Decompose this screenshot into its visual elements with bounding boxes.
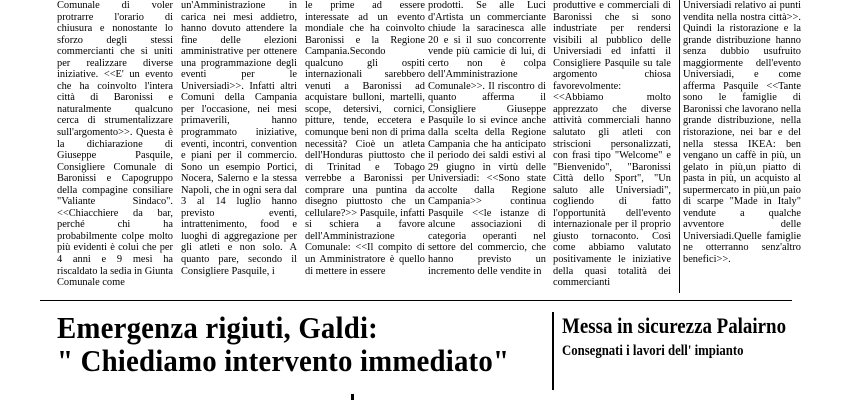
column-text: Comunale di voler protrarre l'orario di chiusura e nonostante lo sforzo degli stessi commercianti che si uniti per realizzare diverse iniziative. <<E' un evento che ha coinvolto l'intera città di Baronissi e naturalmente qualcuno cerca di strumentalizzare sull'argomento>>. Questa è la dichiarazione di Giuseppe Pasquile, Consigliere Comunale di Baronissi e Capogruppo della compagine consiliare "Valiante Sindaco". <<Chiacchiere da bar, perché chi ha probabilmente colpe molto più evidenti è colui che per 4 anni e 9 mesi ha riscaldato la sedia in Giunta Comunale come xyxy=(57,0,173,289)
article-column-2 xyxy=(181,0,297,293)
article-column-1 xyxy=(57,0,173,293)
section-divider xyxy=(40,300,792,301)
article-column-3 xyxy=(305,0,425,293)
headline-palairno xyxy=(562,314,802,360)
headline-line-1: Emergenza rigiuti, Galdi: xyxy=(57,310,378,345)
column-divider xyxy=(679,0,680,293)
column-text: produttive e commerciali di Baronissi che si sono industriate per rendersi visibili al pubblico delle Universiadi ed infatti il Consigliere Pasquile su tale argomento chiosa favorevolmente: <<Abbiamo molto apprezzato che diverse attività commerciali hanno salutato gli atleti con striscioni personalizzati, con frasi tipo "Welcome" e "Bienvenido", "Baronissi Città dello Sport", "Un saluto alle Universiadi", cogliendo di fatto l'opportunità dell'evento internazionale per il proprio giusto tornaconto. Così come abbiamo valutato positivamente le iniziative della quasi totalità dei commercianti xyxy=(553,0,671,289)
headline-line-2: " Chiediamo intervento immediato" xyxy=(57,343,510,378)
headline-subtitle: Consegnati i lavori dell' impianto xyxy=(562,343,744,359)
headline-separator xyxy=(552,312,554,390)
article-column-4 xyxy=(428,0,546,293)
column-text: le prime ad essere interessate ad un evento mondiale che ha coinvolto Baronissi e la Regione Campania.Secondo qualcuno gli ospiti internazionali sarebbero venuti a Baronissi ad acquistare bulloni, martelli, scope, detersivi, cornici, pitture, tende, eccetera e comunque beni non di prima necessità? Cioè un atleta dell'Honduras piuttosto che di Trinitad e Tobago verrebbe a Baronissi per comprare una puntina da disegno piuttosto che un cellulare?>> Pasquile, infatti si schiera a favore dell'Amministrazione Comunale: <<Il compito di un Amministratore è quello di mettere in essere xyxy=(305,0,425,277)
column-start-mark xyxy=(351,394,354,400)
article-column-6 xyxy=(683,0,801,293)
article-column-5 xyxy=(553,0,671,293)
column-text: Universiadi relativo ai punti vendita nella nostra città>>. Quindi la ristorazione e la grande distribuzione hanno senza dubbio usufruito maggiormente dell'evento Universiadi, e come afferma Pasquile <<Tante sono le famiglie di Baronissi che lavorano nella grande distribuzione, nella ristorazione, nei bar e del nella stessa IKEA: ben vengano un caffè in più, un gelato in più,un piatto di pasta in più, un acquisto al supermercato in più,un paio di scarpe "Made in Italy" vendute a qualche avventore delle Universiadi.Quelle famiglie ne otterranno senz'altro benefici>>. xyxy=(683,0,801,266)
headline-title: Messa in sicurezza Palairno xyxy=(562,313,787,338)
headline-emergenza-rifiuti xyxy=(57,311,513,377)
column-text: prodotti. Se alle Luci d'Artista un commerciante chiude la saracinesca alle 20 e si il suo concorrente vende più camicie di lui, di certo non è colpa dell'Amministrazione Comunale>>. Il riscontro di quanto afferma il Consigliere Giuseppe Pasquile lo si evince anche dalla scelta della Regione Campania che ha anticipato il periodo dei saldi estivi al 29 giugno in virtù delle Universiadi: <<Sono state accolte dalla Regione Campania>> continua Pasquile <<le istanze di alcune associazioni di categoria operanti nel settore del commercio, che hanno previsto un incremento delle vendite in xyxy=(428,0,546,277)
column-text: un'Amministrazione in carica nei mesi addietro, hanno dovuto attendere la fine delle elezioni amministrative per ottenere una programmazione degli eventi per le Universiadi>>. Infatti altri Comuni della Campania per l'occasione, nei mesi primaverili, hanno programmato iniziative, eventi, incontri, convention e piani per il commercio. Sono un esempio Portici, Nocera, Salerno e la stessa Napoli, che in ogni sera dal 3 al 14 luglio hanno previsto eventi, intrattenimento, food e luoghi di aggregazione per gli atleti e non solo. A quanto pare, secondo il Consigliere Pasquile, i xyxy=(181,0,297,277)
